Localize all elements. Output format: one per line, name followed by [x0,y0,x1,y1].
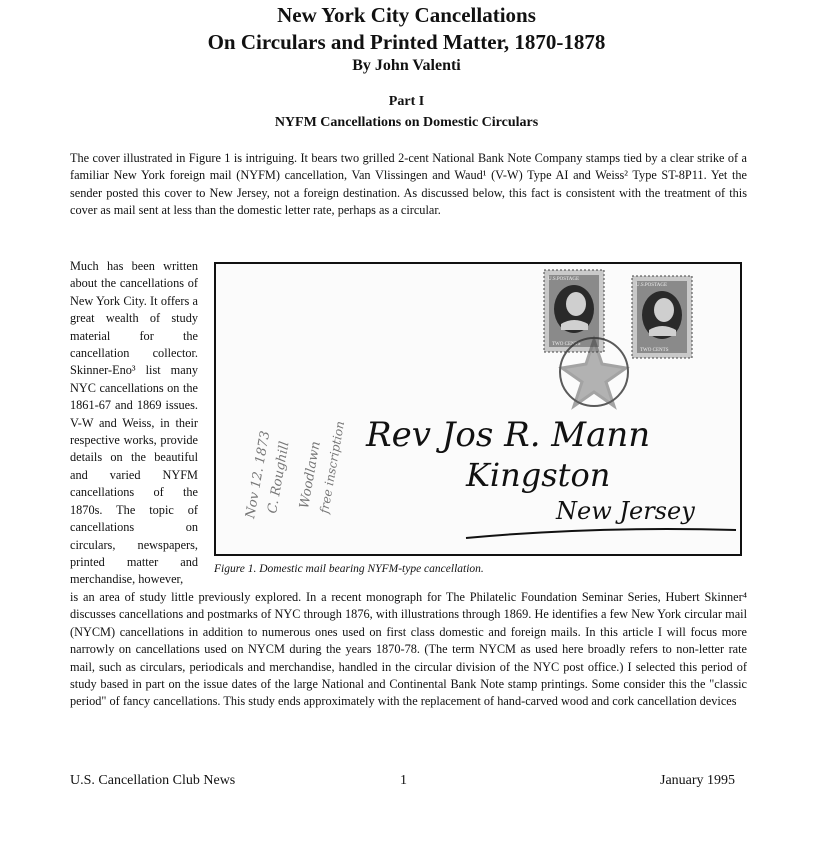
stamp-right [632,276,692,358]
address-line-recipient: Rev Jos R. Mann [366,415,651,455]
pencil-note-name: C. Roughill [265,440,293,515]
byline: By John Valenti [352,57,461,74]
left-column-text: Much has been written about the cancellations of New York City. It offers a great wealth of study material for the cancellation collector. Skinner-Eno³ list many NYC cancellations on the 1861-67 and 1869 issues. V-W and Weiss, in their respective works, provide details on the beautiful and varied NYFM cancellations of the 1870s. The topic of cancellations on circulars, newspapers, printed matter and merchandise, however, [70,259,198,587]
stamp-right-bottom-label: TWO CENTS [640,348,669,353]
continuation-paragraph: is an area of study little previously explored. In a recent monograph for The Philatelic Foundation Seminar Series, Hubert Skinner⁴ discusses cancellations and postmarks of NYC through 1876, with illustrations through 1869. He identifies a few New York circular mail (NYCM) cancellations in addition to numerous ones used on first class domestic and foreign mails. In this article I will focus more narrowly on cancellations used on NYCM during the years 1870-78. (The term NYCM as used here broadly refers to non-letter rate mail, such as circulars, periodicals and merchandise, handled in the circular division of the NYC post office.) I selected this period of study based in part on the issue dates of the large National and Continental Bank Note stamp printings. Some consider this the "classic period" of fancy cancellations. This study ends approximately with the replacement of hand-carved wood and cork cancellation devices [70,590,747,709]
pencil-note-date: Nov 12. 1873 [243,429,274,520]
article-title-line-1: New York City Cancellations [277,3,536,27]
stamp-right-top-label: U.S.POSTAGE [636,283,667,288]
stamp-left-bottom-label: TWO CENTS [552,342,581,347]
article-title-line-2: On Circulars and Printed Matter, 1870-1878 [207,30,606,54]
cover-illustration [216,264,740,554]
address-line-state: New Jersey [556,497,695,525]
pencil-note-place: Woodlawn [297,440,324,510]
stamp-left-top-label: U.S.POSTAGE [548,277,579,282]
figure-caption: Figure 1. Domestic mail bearing NYFM-type cancellation. [214,563,484,575]
pencil-note-inscription: free inscription [317,419,348,515]
footer-date: January 1995 [660,773,736,788]
figure-cover-image [214,262,742,556]
intro-paragraph: The cover illustrated in Figure 1 is intriguing. It bears two grilled 2-cent National Bank Note Company stamps tied by a clear strike of a familiar New York foreign mail (NYFM) cancellation, Van Vlissingen and Waud¹ (V-W) Type AI and Weiss² Type ST-8P11. Yet the sender posted this cover to New Jersey, not a foreign destination. As discussed below, this fact is consistent with the treatment of this cover as mail sent at less than the domestic letter rate, perhaps as a circular. [70,151,747,218]
footer-publication: U.S. Cancellation Club News [70,773,236,788]
address-flourish [466,529,736,538]
address-line-town: Kingston [466,456,611,494]
footer-page-number: 1 [400,773,407,788]
section-heading: NYFM Cancellations on Domestic Circulars [274,115,539,130]
part-heading: Part I [388,94,425,109]
nyfm-cancel-mark [560,338,628,406]
